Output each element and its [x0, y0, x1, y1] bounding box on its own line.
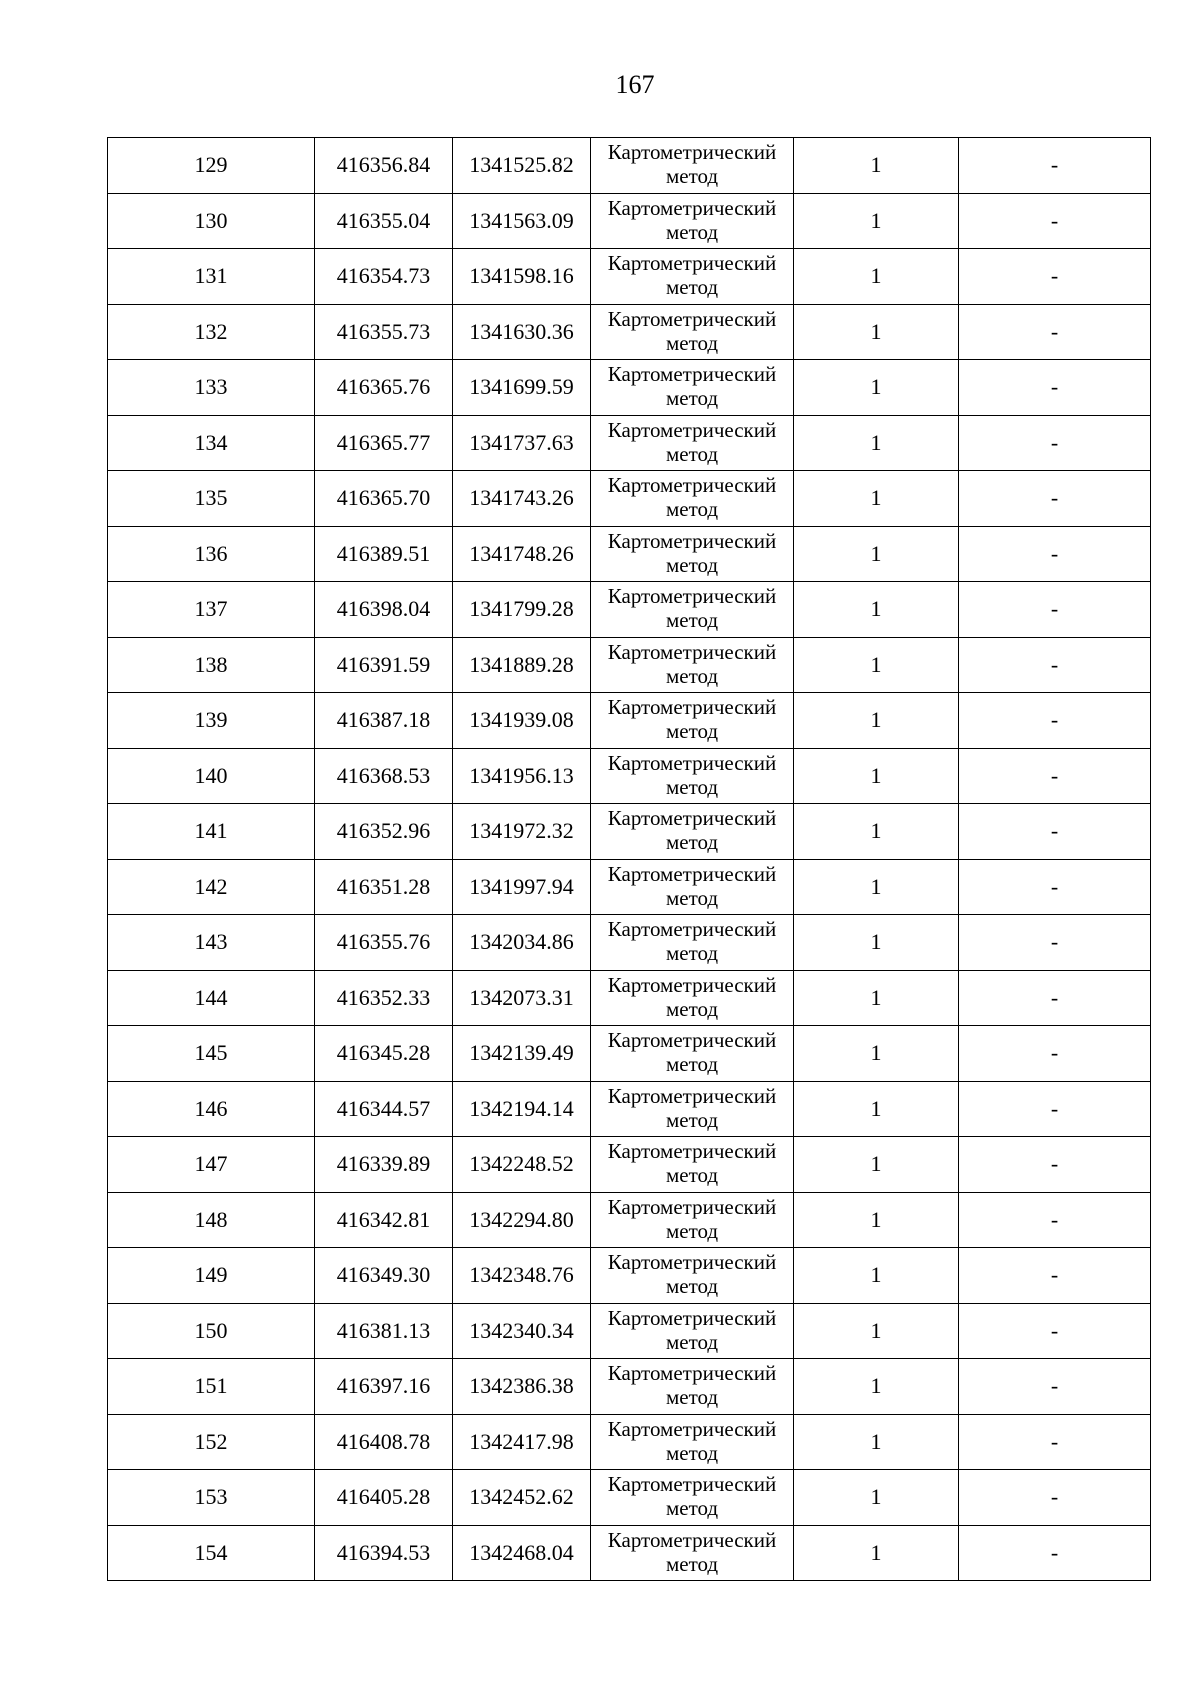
- method-text: метод: [665, 1274, 719, 1298]
- point-number-cell: 134: [108, 415, 315, 471]
- method-cell: [591, 471, 794, 527]
- table-row: [108, 360, 1151, 416]
- note-cell: -: [959, 804, 1151, 860]
- method-text: Картометрический: [607, 1083, 777, 1108]
- table-row: [108, 526, 1151, 582]
- y-coordinate-cell: 1342194.14: [453, 1081, 591, 1137]
- x-coordinate-cell: 416345.28: [315, 1026, 453, 1082]
- method-cell: [591, 526, 794, 582]
- method-cell: [591, 249, 794, 305]
- point-number-cell: 141: [108, 804, 315, 860]
- y-coordinate-cell: 1342348.76: [453, 1248, 591, 1304]
- table-row: [108, 970, 1151, 1026]
- method-text: метод: [665, 164, 719, 188]
- x-coordinate-cell: 416355.76: [315, 915, 453, 971]
- note-cell: -: [959, 415, 1151, 471]
- point-number-cell: 149: [108, 1248, 315, 1304]
- y-coordinate-cell: 1341563.09: [453, 193, 591, 249]
- page-number: 167: [615, 70, 655, 99]
- y-coordinate-cell: 1341598.16: [453, 249, 591, 305]
- table-row: [108, 138, 1151, 194]
- note-cell: -: [959, 526, 1151, 582]
- y-coordinate-cell: 1341525.82: [453, 138, 591, 194]
- method-text: метод: [665, 1440, 719, 1465]
- method-text: Картометрический: [607, 1139, 777, 1163]
- table-row: [108, 1470, 1151, 1526]
- note-cell: -: [959, 1026, 1151, 1082]
- x-coordinate-cell: 416352.33: [315, 970, 453, 1026]
- x-coordinate-cell: 416342.81: [315, 1192, 453, 1248]
- accuracy-cell: 1: [794, 1081, 959, 1137]
- method-cell: [591, 1081, 794, 1137]
- accuracy-cell: 1: [794, 693, 959, 749]
- accuracy-cell: 1: [794, 1137, 959, 1193]
- method-text: Картометрический: [607, 528, 777, 553]
- y-coordinate-cell: 1341939.08: [453, 693, 591, 749]
- accuracy-cell: 1: [794, 193, 959, 249]
- accuracy-cell: 1: [794, 582, 959, 638]
- point-number-cell: 147: [108, 1137, 315, 1193]
- point-number-cell: 131: [108, 249, 315, 305]
- table-row: [108, 1081, 1151, 1137]
- y-coordinate-cell: 1342340.34: [453, 1303, 591, 1359]
- method-text: метод: [665, 1329, 719, 1354]
- point-number-cell: 132: [108, 304, 315, 360]
- point-number-cell: 136: [108, 526, 315, 582]
- method-text: метод: [665, 608, 719, 632]
- accuracy-cell: 1: [794, 859, 959, 915]
- accuracy-cell: 1: [794, 471, 959, 527]
- y-coordinate-cell: 1341737.63: [453, 415, 591, 471]
- point-number-cell: 140: [108, 748, 315, 804]
- x-coordinate-cell: 416387.18: [315, 693, 453, 749]
- method-text: метод: [665, 552, 719, 577]
- point-number-cell: 139: [108, 693, 315, 749]
- accuracy-cell: 1: [794, 1192, 959, 1248]
- method-cell: [591, 1414, 794, 1470]
- method-cell: [591, 1525, 794, 1581]
- note-cell: -: [959, 1414, 1151, 1470]
- x-coordinate-cell: 416349.30: [315, 1248, 453, 1304]
- table-row: [108, 304, 1151, 360]
- table-row: [108, 1137, 1151, 1193]
- method-cell: [591, 859, 794, 915]
- accuracy-cell: 1: [794, 970, 959, 1026]
- accuracy-cell: 1: [794, 915, 959, 971]
- method-text: метод: [665, 941, 719, 965]
- table-row: [108, 193, 1151, 249]
- point-number-cell: 148: [108, 1192, 315, 1248]
- method-text: Картометрический: [607, 362, 777, 386]
- note-cell: -: [959, 138, 1151, 194]
- y-coordinate-cell: 1341699.59: [453, 360, 591, 416]
- method-text: Картометрический: [607, 251, 777, 275]
- x-coordinate-cell: 416405.28: [315, 1470, 453, 1526]
- note-cell: -: [959, 360, 1151, 416]
- method-text: метод: [665, 1163, 719, 1187]
- table-row: [108, 859, 1151, 915]
- accuracy-cell: 1: [794, 748, 959, 804]
- note-cell: -: [959, 1303, 1151, 1359]
- method-cell: [591, 693, 794, 749]
- method-text: Картометрический: [607, 473, 777, 497]
- method-cell: [591, 304, 794, 360]
- point-number-cell: 146: [108, 1081, 315, 1137]
- method-text: Картометрический: [607, 1305, 777, 1330]
- x-coordinate-cell: 416365.76: [315, 360, 453, 416]
- x-coordinate-cell: 416344.57: [315, 1081, 453, 1137]
- y-coordinate-cell: 1341748.26: [453, 526, 591, 582]
- method-text: Картометрический: [607, 806, 777, 830]
- x-coordinate-cell: 416351.28: [315, 859, 453, 915]
- point-number-cell: 143: [108, 915, 315, 971]
- method-text: метод: [665, 1496, 719, 1520]
- y-coordinate-cell: 1342468.04: [453, 1525, 591, 1581]
- method-cell: [591, 637, 794, 693]
- method-cell: [591, 360, 794, 416]
- point-number-cell: 153: [108, 1470, 315, 1526]
- accuracy-cell: 1: [794, 637, 959, 693]
- y-coordinate-cell: 1341889.28: [453, 637, 591, 693]
- point-number-cell: 129: [108, 138, 315, 194]
- accuracy-cell: 1: [794, 360, 959, 416]
- method-cell: [591, 1303, 794, 1359]
- method-cell: [591, 748, 794, 804]
- note-cell: -: [959, 859, 1151, 915]
- method-text: Картометрический: [607, 972, 777, 997]
- accuracy-cell: 1: [794, 249, 959, 305]
- y-coordinate-cell: 1342248.52: [453, 1137, 591, 1193]
- point-number-cell: 150: [108, 1303, 315, 1359]
- accuracy-cell: 1: [794, 1026, 959, 1082]
- coordinates-table: [107, 137, 1151, 1581]
- table-row: [108, 693, 1151, 749]
- x-coordinate-cell: 416356.84: [315, 138, 453, 194]
- x-coordinate-cell: 416398.04: [315, 582, 453, 638]
- table-row: [108, 748, 1151, 804]
- note-cell: -: [959, 249, 1151, 305]
- point-number-cell: 144: [108, 970, 315, 1026]
- method-text: метод: [665, 275, 719, 299]
- method-text: Картометрический: [607, 1472, 777, 1496]
- method-text: Картометрический: [607, 1527, 777, 1552]
- method-text: Картометрический: [607, 1028, 777, 1052]
- method-cell: [591, 915, 794, 971]
- method-text: метод: [665, 219, 719, 244]
- method-text: Картометрический: [607, 917, 777, 941]
- x-coordinate-cell: 416339.89: [315, 1137, 453, 1193]
- method-text: Картометрический: [607, 1194, 777, 1219]
- table-row: [108, 582, 1151, 638]
- method-text: метод: [665, 1551, 719, 1576]
- method-cell: [591, 1026, 794, 1082]
- table-row: [108, 1026, 1151, 1082]
- method-text: метод: [665, 330, 719, 355]
- point-number-cell: 138: [108, 637, 315, 693]
- note-cell: -: [959, 693, 1151, 749]
- method-text: метод: [665, 1218, 719, 1243]
- method-cell: [591, 970, 794, 1026]
- table-row: [108, 1248, 1151, 1304]
- note-cell: -: [959, 748, 1151, 804]
- table-row: [108, 1525, 1151, 1581]
- method-cell: [591, 193, 794, 249]
- accuracy-cell: 1: [794, 1525, 959, 1581]
- y-coordinate-cell: 1341743.26: [453, 471, 591, 527]
- note-cell: -: [959, 1137, 1151, 1193]
- point-number-cell: 137: [108, 582, 315, 638]
- method-text: Картометрический: [607, 695, 777, 719]
- table-row: [108, 915, 1151, 971]
- method-text: метод: [665, 386, 719, 410]
- method-text: метод: [665, 441, 719, 466]
- method-text: Картометрический: [607, 1416, 777, 1441]
- x-coordinate-cell: 416397.16: [315, 1359, 453, 1415]
- method-text: Картометрический: [607, 1361, 777, 1385]
- y-coordinate-cell: 1342294.80: [453, 1192, 591, 1248]
- table-row: [108, 1359, 1151, 1415]
- note-cell: -: [959, 1359, 1151, 1415]
- method-cell: [591, 1192, 794, 1248]
- x-coordinate-cell: 416394.53: [315, 1525, 453, 1581]
- note-cell: -: [959, 915, 1151, 971]
- point-number-cell: 145: [108, 1026, 315, 1082]
- method-cell: [591, 1137, 794, 1193]
- x-coordinate-cell: 416352.96: [315, 804, 453, 860]
- y-coordinate-cell: 1342034.86: [453, 915, 591, 971]
- accuracy-cell: 1: [794, 1359, 959, 1415]
- method-text: метод: [665, 996, 719, 1021]
- method-text: Картометрический: [607, 195, 777, 220]
- note-cell: -: [959, 304, 1151, 360]
- x-coordinate-cell: 416354.73: [315, 249, 453, 305]
- method-text: Картометрический: [607, 861, 777, 886]
- accuracy-cell: 1: [794, 804, 959, 860]
- accuracy-cell: 1: [794, 415, 959, 471]
- method-text: метод: [665, 719, 719, 743]
- point-number-cell: 152: [108, 1414, 315, 1470]
- method-cell: [591, 415, 794, 471]
- note-cell: -: [959, 1248, 1151, 1304]
- note-cell: -: [959, 1525, 1151, 1581]
- method-text: метод: [665, 830, 719, 854]
- note-cell: -: [959, 193, 1151, 249]
- note-cell: -: [959, 1192, 1151, 1248]
- y-coordinate-cell: 1342139.49: [453, 1026, 591, 1082]
- x-coordinate-cell: 416391.59: [315, 637, 453, 693]
- method-text: Картометрический: [607, 140, 777, 164]
- y-coordinate-cell: 1341630.36: [453, 304, 591, 360]
- method-text: метод: [665, 885, 719, 910]
- method-text: Картометрический: [607, 1250, 777, 1274]
- table-row: [108, 1414, 1151, 1470]
- method-text: метод: [665, 1052, 719, 1076]
- note-cell: -: [959, 1081, 1151, 1137]
- y-coordinate-cell: 1342386.38: [453, 1359, 591, 1415]
- x-coordinate-cell: 416355.73: [315, 304, 453, 360]
- x-coordinate-cell: 416365.77: [315, 415, 453, 471]
- point-number-cell: 135: [108, 471, 315, 527]
- table-row: [108, 471, 1151, 527]
- x-coordinate-cell: 416381.13: [315, 1303, 453, 1359]
- table-row: [108, 415, 1151, 471]
- method-text: Картометрический: [607, 750, 777, 775]
- method-text: Картометрический: [607, 639, 777, 664]
- method-text: Картометрический: [607, 306, 777, 331]
- method-cell: [591, 1470, 794, 1526]
- point-number-cell: 142: [108, 859, 315, 915]
- method-text: метод: [665, 497, 719, 521]
- point-number-cell: 154: [108, 1525, 315, 1581]
- table-row: [108, 1303, 1151, 1359]
- note-cell: -: [959, 471, 1151, 527]
- point-number-cell: 133: [108, 360, 315, 416]
- y-coordinate-cell: 1342073.31: [453, 970, 591, 1026]
- table-row: [108, 804, 1151, 860]
- note-cell: -: [959, 582, 1151, 638]
- accuracy-cell: 1: [794, 1470, 959, 1526]
- note-cell: -: [959, 637, 1151, 693]
- note-cell: -: [959, 1470, 1151, 1526]
- x-coordinate-cell: 416355.04: [315, 193, 453, 249]
- accuracy-cell: 1: [794, 1414, 959, 1470]
- method-text: метод: [665, 663, 719, 688]
- method-cell: [591, 138, 794, 194]
- table-body: [108, 138, 1151, 1581]
- y-coordinate-cell: 1342452.62: [453, 1470, 591, 1526]
- method-cell: [591, 1359, 794, 1415]
- x-coordinate-cell: 416365.70: [315, 471, 453, 527]
- accuracy-cell: 1: [794, 526, 959, 582]
- accuracy-cell: 1: [794, 138, 959, 194]
- y-coordinate-cell: 1342417.98: [453, 1414, 591, 1470]
- point-number-cell: 151: [108, 1359, 315, 1415]
- method-text: метод: [665, 774, 719, 799]
- x-coordinate-cell: 416408.78: [315, 1414, 453, 1470]
- accuracy-cell: 1: [794, 1303, 959, 1359]
- note-cell: -: [959, 970, 1151, 1026]
- method-cell: [591, 582, 794, 638]
- method-text: метод: [665, 1107, 719, 1132]
- accuracy-cell: 1: [794, 304, 959, 360]
- method-text: Картометрический: [607, 584, 777, 608]
- table-row: [108, 1192, 1151, 1248]
- y-coordinate-cell: 1341997.94: [453, 859, 591, 915]
- accuracy-cell: 1: [794, 1248, 959, 1304]
- method-cell: [591, 804, 794, 860]
- x-coordinate-cell: 416368.53: [315, 748, 453, 804]
- x-coordinate-cell: 416389.51: [315, 526, 453, 582]
- y-coordinate-cell: 1341799.28: [453, 582, 591, 638]
- method-cell: [591, 1248, 794, 1304]
- y-coordinate-cell: 1341972.32: [453, 804, 591, 860]
- y-coordinate-cell: 1341956.13: [453, 748, 591, 804]
- table-row: [108, 249, 1151, 305]
- table-row: [108, 637, 1151, 693]
- method-text: метод: [665, 1385, 719, 1409]
- point-number-cell: 130: [108, 193, 315, 249]
- method-text: Картометрический: [607, 417, 777, 442]
